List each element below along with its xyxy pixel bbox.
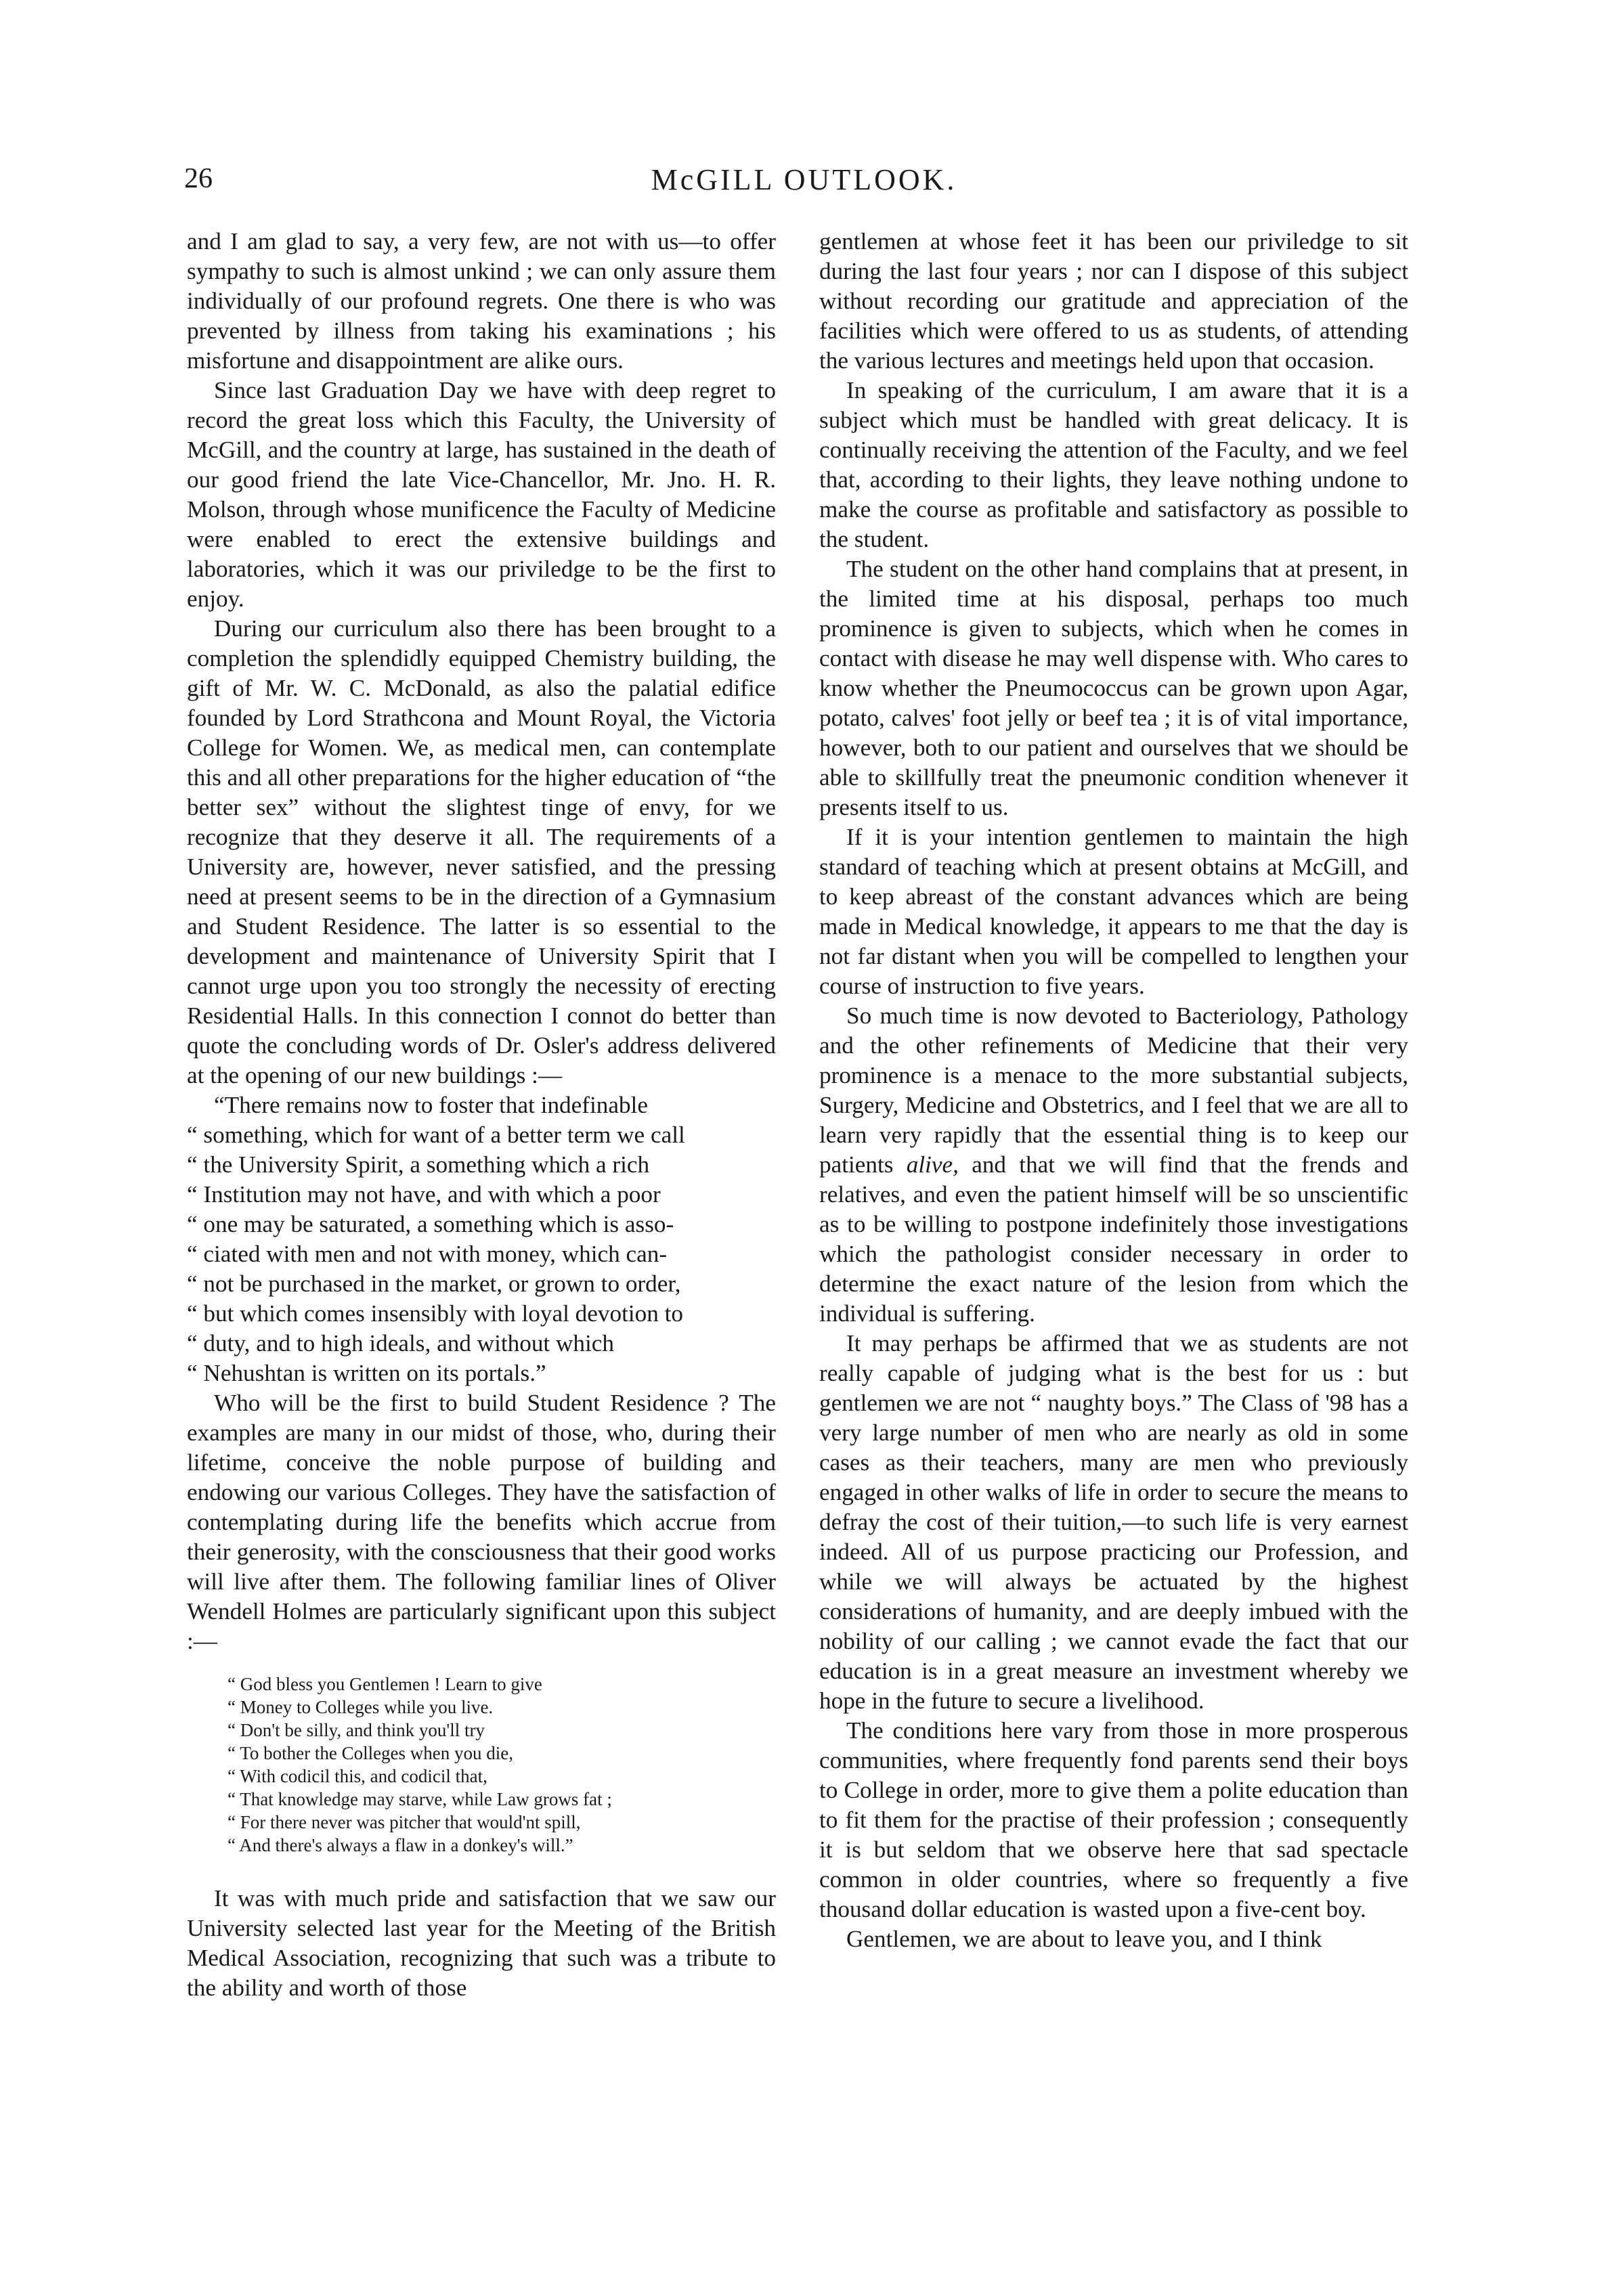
poem-line: “ Don't be silly, and think you'll try (227, 1720, 485, 1740)
poem-line: “ And there's always a flaw in a donkey's will.” (227, 1835, 573, 1855)
quote-line: “ duty, and to high ideals, and without which (187, 1330, 614, 1356)
quote-line: “ Institution may not have, and with which a poor (187, 1181, 661, 1208)
quote-line: “ the University Spirit, a something which a rich (187, 1151, 650, 1178)
paragraph: and I am glad to say, a very few, are not with us—to offer sympathy to such is almost unkind ; we can only assure them individually of our profound regrets. One there is who was prevented by illness from taking his examinations ; his misfortune and disappointment are alike ours. (187, 228, 776, 374)
poem-line: “ To bother the Colleges when you die, (227, 1743, 514, 1763)
paragraph: The conditions here vary from those in more prosperous communities, where frequently fond parents send their boys to College in order, more to give them a polite education than to fit them for the practise of their profession ; consequently it is but seldom that we observe here that sad spectacle common in older countries, where so frequently a five thousand dollar education is wasted upon a five-cent boy. (819, 1717, 1408, 1922)
poem-line: “ For there never was pitcher that would'nt spill, (227, 1812, 581, 1832)
quote-line: “ not be purchased in the market, or grown to order, (187, 1271, 681, 1297)
paragraph: If it is your intention gentlemen to maintain the high standard of teaching which at present obtains at McGill, and to keep abreast of the constant advances which are being made in Medical knowledge, it appears to me that the day is not far distant when you will be compelled to lengthen your course of instruction to five years. (819, 824, 1408, 999)
poem-line: “ That knowledge may starve, while Law grows fat ; (227, 1789, 612, 1809)
quote-line: “ one may be saturated, a something which is asso- (187, 1211, 674, 1237)
paragraph (819, 1001, 1408, 1329)
paragraph: In speaking of the curriculum, I am aware that it is a subject which must be handled with great delicacy. It is continually receiving the attention of the Faculty, and we feel that, according to their lights, they leave nothing undone to make the course as profitable and satisfactory as possible to the student. (819, 377, 1408, 552)
running-title: McGILL OUTLOOK. (651, 163, 957, 196)
poem-line: “ Money to Colleges while you live. (227, 1697, 494, 1717)
quote-line: “There remains now to foster that indefinable (214, 1092, 648, 1118)
quote-line: “ ciated with men and not with money, which can- (187, 1241, 668, 1267)
poem-line: “ With codicil this, and codicil that, (227, 1766, 487, 1786)
paragraph: During our curriculum also there has been brought to a completion the splendidly equipped Chemistry building, the gift of Mr. W. C. McDonald, as also the palatial edifice founded by Lord Strathcona and Mount Royal, the Victoria College for Women. We, as medical men, can contemplate this and all other preparations for the higher education of “the better sex” without the slightest tinge of envy, for we recognize that they deserve it all. The requirements of a University are, however, never satisfied, and the pressing need at present seems to be in the direction of a Gymnasium and Student Residence. The latter is so essential to the development and maintenance of University Spirit that I cannot urge upon you too strongly the necessity of erecting Residential Halls. In this connection I connot do better than quote the concluding words of Dr. Osler's address delivered at the opening of our new buildings :— (187, 615, 776, 1088)
page-header (0, 157, 1608, 211)
paragraph: It was with much pride and satisfaction that we saw our University selected last year for the Meeting of the British Medical Association, recognizing that such was a tribute to the ability and worth of those (187, 1885, 776, 2001)
quote-line: “ but which comes insensibly with loyal devotion to (187, 1300, 683, 1327)
paragraph: Since last Graduation Day we have with deep regret to record the great loss which this Faculty, the University of McGill, and the country at large, has sustained in the death of our good friend the late Vice-Chancellor, Mr. Jno. H. R. Molson, through whose munificence the Faculty of Medicine were enabled to erect the extensive buildings and laboratories, which it was our priviledge to be the first to enjoy. (187, 377, 776, 612)
paragraph: Gentlemen, we are about to leave you, and I think (846, 1926, 1322, 1952)
right-column (819, 227, 1408, 1954)
osler-quote (187, 1090, 776, 1388)
text-run: So much time is now devoted to Bacteriology, Pathology and the other refinements of Medicine that their very prominence is a menace to the more substantial subjects, Surgery, Medicine and Obstetrics, and I feel that we are all to learn very rapidly that the essential thing is to keep our patients (819, 1002, 1408, 1178)
text-run: and that we will find that the frends and relatives, and even the patient himself will be so unscientific as to be willing to postpone indefinitely those investigations which the pathologist consider necessary in order to determine the exact nature of the lesion from which the individual is suffering. (819, 1151, 1408, 1327)
quote-line: “ something, which for want of a better term we call (187, 1122, 685, 1148)
emphasis-alive: alive, (906, 1151, 959, 1178)
page-number: 26 (184, 163, 213, 194)
holmes-poem (187, 1673, 776, 1857)
quote-line: “ Nehushtan is written on its portals.” (187, 1360, 546, 1386)
paragraph: It may perhaps be affirmed that we as students are not really capable of judging what is the best for us : but gentlemen we are not “ naughty boys.” The Class of '98 has a very large number of men who are nearly as old in some cases as their teachers, many are men who previously engaged in other walks of life in order to secure the means to defray the cost of their tuition,—to such life is very earnest indeed. All of us purpose practicing our Profession, and while we will always be actuated by the highest considerations of humanity, and are deeply imbued with the nobility of our calling ; we cannot evade the fact that our education is in a great measure an investment whereby we hope in the future to secure a livelihood. (819, 1330, 1408, 1714)
paragraph: gentlemen at whose feet it has been our priviledge to sit during the last four years ; nor can I dispose of this subject without recording our gratitude and appreciation of the facilities which were offered to us as students, of attending the various lectures and meetings held upon that occasion. (819, 228, 1408, 374)
paragraph: The student on the other hand complains that at present, in the limited time at his disposal, perhaps too much prominence is given to subjects, which when he comes in contact with disease he may well dispense with. Who cares to know whether the Pneumococcus can be grown upon Agar, potato, calves' foot jelly or beef tea ; it is of vital importance, however, both to our patient and ourselves that we should be able to skillfully treat the pneumonic condition whenever it presents itself to us. (819, 556, 1408, 820)
left-column (187, 227, 776, 2003)
paragraph: Who will be the first to build Student Residence ? The examples are many in our midst of those, who, during their lifetime, conceive the noble purpose of building and endowing our various Colleges. They have the satisfaction of contemplating during life the benefits which accrue from their generosity, with the consciousness that their good works will live after them. The following familiar lines of Oliver Wendell Holmes are particularly significant upon this subject :— (187, 1390, 776, 1654)
poem-line: “ God bless you Gentlemen ! Learn to give (227, 1674, 542, 1694)
